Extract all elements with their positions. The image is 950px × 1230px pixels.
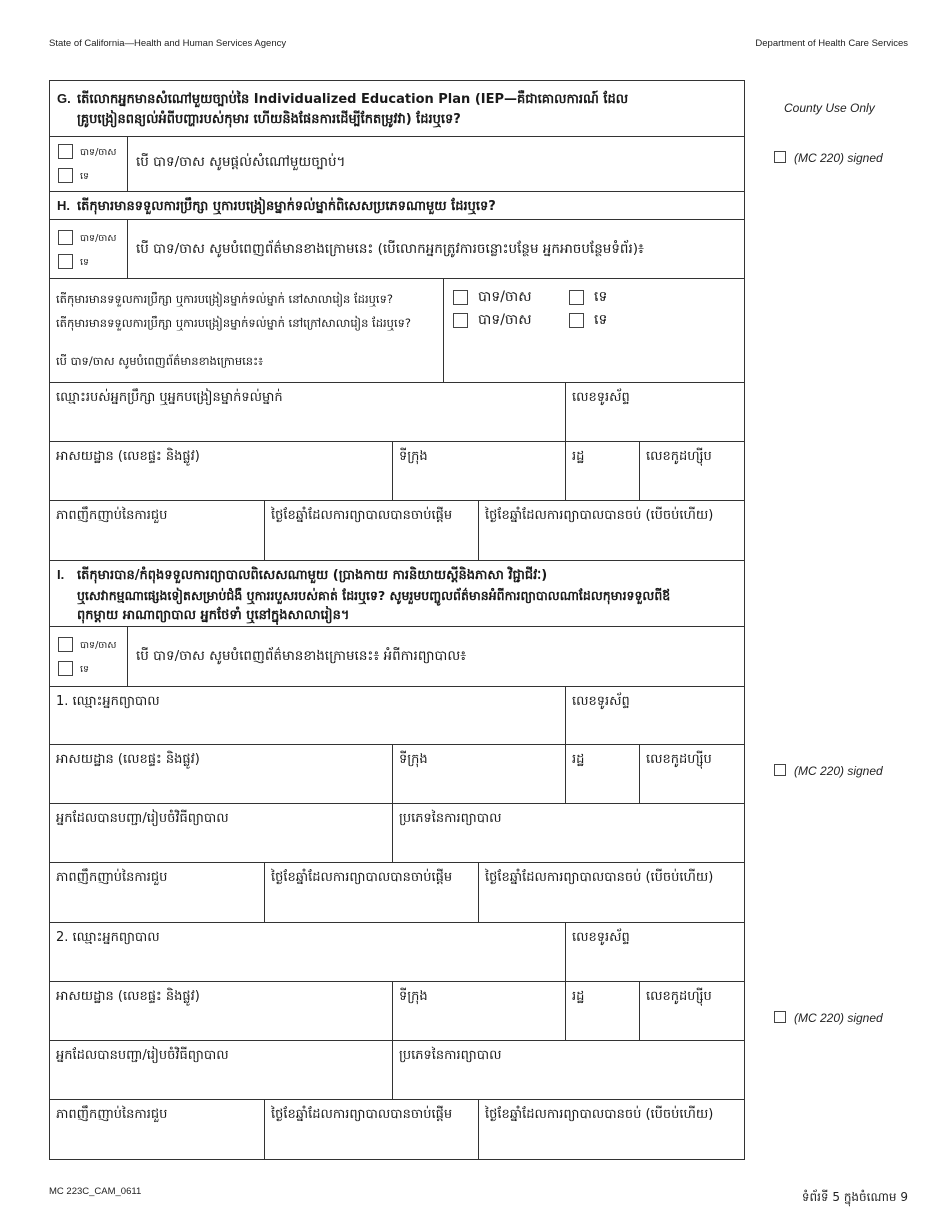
- section-h-yes-no: [50, 220, 128, 278]
- h-no-checkbox[interactable]: [58, 254, 73, 269]
- i-yes-checkbox[interactable]: [58, 637, 73, 652]
- city-label: ទីក្រុង: [399, 989, 428, 1004]
- city-label: ទីក្រុង: [399, 449, 428, 464]
- no-label: ទេ: [594, 289, 608, 305]
- section-i-yes-no: [50, 627, 128, 686]
- state-label: រដ្ឋ: [572, 989, 585, 1004]
- h-outside-school-no: [569, 310, 607, 331]
- address-label: អាសយដ្ឋាន (លេខផ្ទះ និងផ្លូវ): [56, 752, 200, 767]
- therapist1-name-field[interactable]: [50, 687, 566, 744]
- mc220-signed-2: [774, 764, 883, 778]
- counselor-address-row: [50, 442, 744, 501]
- yes-label: បាទ/ចាស: [478, 312, 532, 328]
- mc220-checkbox-2[interactable]: [774, 764, 786, 776]
- therapist2-prescriber-field[interactable]: [50, 1041, 393, 1099]
- section-i-line2: ឬសេវាកម្មណាផ្សេងទៀតសម្រាប់ជំងឺ ឬការរបួសរបស់គាត់ ដែរឬទេ? សូមរួមបញ្ចូលព័ត៌មានអំពីការព្យាបាលណាដែលកុមារទទួលពីឪ: [77, 588, 671, 603]
- therapist2-start-date-field[interactable]: [265, 1100, 479, 1159]
- start-date-label: ថ្ងៃខែឆ្នាំដែលការព្យាបាលបានចាប់ផ្តើម: [271, 1107, 453, 1122]
- start-date-label: ថ្ងៃខែឆ្នាំដែលការព្យាបាលបានចាប់ផ្តើម: [271, 508, 453, 523]
- counselor-zip-field[interactable]: [640, 442, 744, 500]
- section-i-answer: [50, 627, 744, 687]
- i-yes-label: បាទ/ចាស: [80, 640, 117, 651]
- therapist2-frequency-field[interactable]: [50, 1100, 265, 1159]
- section-g-answer: [50, 137, 744, 192]
- agency-header: State of California—Health and Human Services Agency: [49, 38, 287, 49]
- mc220-signed-label: (MC 220) signed: [794, 764, 883, 778]
- mc220-signed-1: [774, 151, 883, 165]
- therapist1-name-row: [50, 687, 744, 745]
- therapist2-dates-row: [50, 1100, 744, 1159]
- therapist2-prescriber-row: [50, 1041, 744, 1100]
- form-table: [49, 80, 745, 1160]
- counselor-address-field[interactable]: [50, 442, 393, 500]
- therapist2-state-field[interactable]: [566, 982, 640, 1040]
- therapist1-prescriber-row: [50, 804, 744, 863]
- prescriber-label: អ្នកដែលបានបញ្ជា/រៀបចំវិធីព្យាបាល: [56, 811, 229, 826]
- therapist1-address-row: [50, 745, 744, 804]
- therapist1-dates-row: [50, 863, 744, 923]
- mc220-checkbox-1[interactable]: [774, 151, 786, 163]
- therapist2-end-date-field[interactable]: [479, 1100, 744, 1159]
- section-h-letter: H.: [57, 198, 70, 213]
- therapist2-zip-field[interactable]: [640, 982, 744, 1040]
- state-label: រដ្ឋ: [572, 752, 585, 767]
- h-at-school-yes-checkbox[interactable]: [453, 290, 468, 305]
- counselor-state-field[interactable]: [566, 442, 640, 500]
- therapist2-phone-field[interactable]: [566, 923, 744, 981]
- g-if-yes-text: បើ បាទ/ចាស សូមផ្តល់សំណៅមួយច្បាប់។: [136, 154, 346, 170]
- section-i-letter: I.: [57, 567, 65, 582]
- therapist1-zip-field[interactable]: [640, 745, 744, 803]
- therapist2-city-field[interactable]: [393, 982, 566, 1040]
- h-fill-below-text: បើ បាទ/ចាស សូមបំពេញព័ត៌មានខាងក្រោមនេះ៖: [56, 354, 264, 368]
- section-i-question: [50, 561, 744, 627]
- start-date-label: ថ្ងៃខែឆ្នាំដែលការព្យាបាលបានចាប់ផ្តើម: [271, 870, 453, 885]
- h-outside-school-no-checkbox[interactable]: [569, 313, 584, 328]
- state-label: រដ្ឋ: [572, 449, 585, 464]
- department-header: Department of Health Care Services: [755, 38, 908, 49]
- zip-label: លេខកូដហ្ស៊ីប: [646, 752, 712, 767]
- i-no-checkbox[interactable]: [58, 661, 73, 676]
- therapist2-name-row: [50, 923, 744, 982]
- counselor-name-field[interactable]: [50, 383, 566, 441]
- therapist2-type-field[interactable]: [393, 1041, 744, 1099]
- counselor-name-label: ឈ្មោះរបស់អ្នកប្រឹក្សា ឬអ្នកបង្រៀនម្នាក់ទល់ម្នាក់: [56, 390, 283, 405]
- section-i-text: [57, 565, 736, 626]
- therapist2-address-field[interactable]: [50, 982, 393, 1040]
- counselor-phone-field[interactable]: [566, 383, 744, 441]
- i-no-label: ទេ: [80, 664, 90, 675]
- form-code: MC 223C_CAM_0611: [49, 1186, 142, 1197]
- therapist1-prescriber-field[interactable]: [50, 804, 393, 862]
- g-no-checkbox[interactable]: [58, 168, 73, 183]
- h-no-label: ទេ: [80, 257, 90, 268]
- counselor-city-field[interactable]: [393, 442, 566, 500]
- counselor-end-date-field[interactable]: [479, 501, 744, 560]
- therapist1-start-date-field[interactable]: [265, 863, 479, 922]
- frequency-label: ភាពញឹកញាប់នៃការជួប: [56, 508, 168, 523]
- therapist1-state-field[interactable]: [566, 745, 640, 803]
- counselor-frequency-field[interactable]: [50, 501, 265, 560]
- h-at-school-yes: [453, 287, 532, 308]
- phone-label: លេខទូរស័ព្ទ: [572, 930, 630, 945]
- section-h-answer: [50, 220, 744, 279]
- counselor-name-row: [50, 383, 744, 442]
- section-g-line2: គ្រូបង្រៀនពន្យល់អំពីបញ្ហារបស់កុមារ ហើយនិងផែនការដើម្បីកែតម្រូវវា) ដែរឬទេ?: [77, 112, 461, 127]
- therapy-type-label: ប្រភេទនៃការព្យាបាល: [399, 1048, 502, 1063]
- section-h-subquestions: [50, 279, 744, 383]
- frequency-label: ភាពញឹកញាប់នៃការជួប: [56, 1107, 168, 1122]
- therapist2-name-field[interactable]: [50, 923, 566, 981]
- address-label: អាសយដ្ឋាន (លេខផ្ទះ និងផ្លូវ): [56, 989, 200, 1004]
- h-outside-school-yes-checkbox[interactable]: [453, 313, 468, 328]
- therapist2-address-row: [50, 982, 744, 1041]
- g-yes-checkbox[interactable]: [58, 144, 73, 159]
- h-yes-checkbox[interactable]: [58, 230, 73, 245]
- mc220-signed-label: (MC 220) signed: [794, 1011, 883, 1025]
- yes-label: បាទ/ចាស: [478, 289, 532, 305]
- h-outside-school-question: តើកុមារមានទទួលការប្រឹក្សា ឬការបង្រៀនម្នាក់ទល់ម្នាក់ នៅក្រៅសាលារៀន ដែរឬទេ?: [56, 316, 411, 330]
- counselor-dates-row: [50, 501, 744, 561]
- counselor-start-date-field[interactable]: [265, 501, 479, 560]
- therapist1-name-label: 1. ឈ្មោះអ្នកព្យាបាល: [56, 694, 160, 709]
- end-date-label: ថ្ងៃខែឆ្នាំដែលការព្យាបាលបានចប់ (បើចប់ហើយ): [485, 1107, 714, 1122]
- section-h-line: តើកុមារមានទទួលការប្រឹក្សា ឬការបង្រៀនម្នាក់ទល់ម្នាក់ពិសេសប្រភេទណាមួយ ដែរឬទេ?: [77, 199, 496, 214]
- page-number: ទំព័រទី 5 ក្នុងចំណោម 9: [801, 1190, 908, 1204]
- therapist1-frequency-field[interactable]: [50, 863, 265, 922]
- mc220-signed-3: [774, 1011, 883, 1025]
- therapist1-phone-field[interactable]: [566, 687, 744, 744]
- zip-label: លេខកូដហ្ស៊ីប: [646, 449, 712, 464]
- mc220-signed-label: (MC 220) signed: [794, 151, 883, 165]
- phone-label: លេខទូរស័ព្ទ: [572, 390, 630, 405]
- end-date-label: ថ្ងៃខែឆ្នាំដែលការព្យាបាលបានចប់ (បើចប់ហើយ): [485, 508, 714, 523]
- h-subquestions-text: [50, 279, 444, 382]
- section-h-text: [57, 196, 736, 217]
- section-g-text: [57, 89, 736, 130]
- mc220-checkbox-3[interactable]: [774, 1011, 786, 1023]
- h-if-yes-text: បើ បាទ/ចាស សូមបំពេញព័ត៌មានខាងក្រោមនេះ (បើលោកអ្នកត្រូវការចន្លោះបន្ថែម អ្នកអាចបន្ថែមទំព័រ)៖: [136, 241, 644, 257]
- section-h-question: [50, 192, 744, 220]
- no-label: ទេ: [594, 312, 608, 328]
- g-yes-label: បាទ/ចាស: [80, 147, 117, 158]
- i-if-yes-text: បើ បាទ/ចាស សូមបំពេញព័ត៌មានខាងក្រោមនេះ៖ អំពីការព្យាបាល៖: [136, 648, 467, 664]
- therapy-type-label: ប្រភេទនៃការព្យាបាល: [399, 811, 502, 826]
- city-label: ទីក្រុង: [399, 752, 428, 767]
- section-i-line1: តើកុមារបាន/កំពុងទទួលការព្យាបាលពិសេសណាមួយ (ប្រាងកាយ ការនិយាយស្តីនិងភាសា វិជ្ជាជីវៈ): [77, 568, 548, 583]
- h-at-school-no-checkbox[interactable]: [569, 290, 584, 305]
- therapist1-end-date-field[interactable]: [479, 863, 744, 922]
- frequency-label: ភាពញឹកញាប់នៃការជួប: [56, 870, 168, 885]
- prescriber-label: អ្នកដែលបានបញ្ជា/រៀបចំវិធីព្យាបាល: [56, 1048, 229, 1063]
- h-outside-school-yes: [453, 310, 532, 331]
- h-yes-label: បាទ/ចាស: [80, 233, 117, 244]
- section-g-letter: G.: [57, 91, 71, 106]
- h-at-school-question: តើកុមារមានទទួលការប្រឹក្សា ឬការបង្រៀនម្នាក់ទល់ម្នាក់ នៅសាលារៀន ដែរឬទេ?: [56, 292, 393, 306]
- address-label: អាសយដ្ឋាន (លេខផ្ទះ និងផ្លូវ): [56, 449, 200, 464]
- county-use-label: County Use Only: [784, 101, 875, 115]
- h-at-school-no: [569, 287, 607, 308]
- therapist1-address-field[interactable]: [50, 745, 393, 803]
- phone-label: លេខទូរស័ព្ទ: [572, 694, 630, 709]
- section-g-yes-no: [50, 137, 128, 191]
- therapist1-city-field[interactable]: [393, 745, 566, 803]
- section-i-line3: ពុកម្តាយ អាណាព្យាបាល អ្នកថែទាំ ឬនៅក្នុងសាលារៀន។: [77, 608, 350, 623]
- section-g-line1: តើលោកអ្នកមានសំណៅមួយច្បាប់នៃ Individualized Education Plan (IEP—គឺជាគោលការណ៍ ដែល: [77, 92, 629, 107]
- therapist1-type-field[interactable]: [393, 804, 744, 862]
- zip-label: លេខកូដហ្ស៊ីប: [646, 989, 712, 1004]
- end-date-label: ថ្ងៃខែឆ្នាំដែលការព្យាបាលបានចប់ (បើចប់ហើយ): [485, 870, 714, 885]
- g-no-label: ទេ: [80, 171, 90, 182]
- section-g-question: [50, 81, 744, 137]
- therapist2-name-label: 2. ឈ្មោះអ្នកព្យាបាល: [56, 930, 160, 945]
